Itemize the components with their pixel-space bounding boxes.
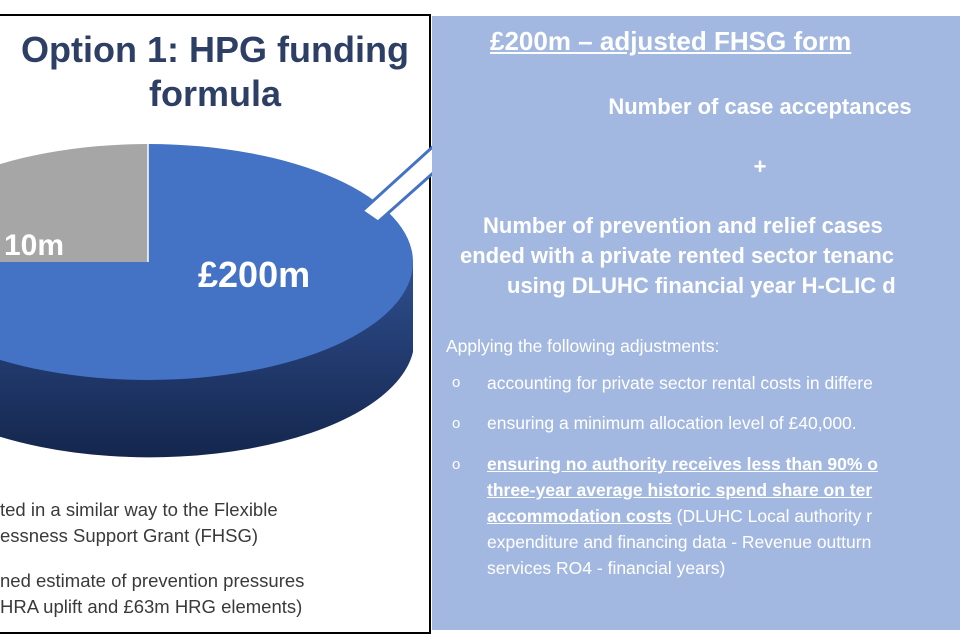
left-title bbox=[0, 28, 435, 116]
bullet3-line4: expenditure and financing data - Revenue outturn bbox=[487, 532, 872, 552]
left-body-line2: essness Support Grant (FHSG) bbox=[0, 525, 259, 546]
prevention-line3: using DLUHC financial year H-CLIC d bbox=[507, 273, 896, 298]
left-body-line4: HRA uplift and £63m HRG elements) bbox=[0, 596, 303, 617]
pie-label-gray: 10m bbox=[4, 229, 65, 262]
bullet-marker-2: o bbox=[452, 415, 461, 432]
bullet3-line2 bbox=[487, 478, 872, 503]
pie-label-blue: £200m bbox=[198, 254, 311, 295]
bullet-marker-3: o bbox=[452, 456, 461, 473]
left-title-line2: formula bbox=[148, 73, 281, 114]
left-title-line1: Option 1: HPG funding bbox=[21, 29, 409, 70]
plus-sign: + bbox=[753, 154, 767, 179]
prevention-line2: ended with a private rented sector tenanc bbox=[460, 243, 895, 268]
bullet3-rest-3: (DLUHC Local authority r bbox=[671, 506, 873, 526]
left-body-line1: ted in a similar way to the Flexible bbox=[0, 499, 278, 520]
bullet3-underlined-2: three-year average historic spend share on ter bbox=[487, 480, 873, 500]
bullet1-text: accounting for private sector rental costs in differe bbox=[487, 373, 873, 393]
bullet-marker-1: o bbox=[452, 374, 461, 391]
bullet3-line5: services RO4 - financial years) bbox=[487, 558, 726, 578]
case-acceptances-line: Number of case acceptances bbox=[608, 94, 912, 119]
bullet3-underlined-1: ensuring no authority receives less than 90% o bbox=[487, 454, 878, 474]
right-heading: £200m – adjusted FHSG form bbox=[490, 26, 852, 56]
prevention-line1: Number of prevention and relief cases bbox=[483, 213, 883, 238]
left-body-line3: ned estimate of prevention pressures bbox=[0, 570, 305, 591]
bullet3-line1 bbox=[487, 452, 878, 477]
bullet3-line3 bbox=[487, 504, 872, 529]
bullet3-underlined-3: accommodation costs bbox=[487, 506, 672, 526]
adjustments-intro: Applying the following adjustments: bbox=[446, 336, 720, 356]
bullet2-text: ensuring a minimum allocation level of £40,000. bbox=[487, 413, 857, 433]
